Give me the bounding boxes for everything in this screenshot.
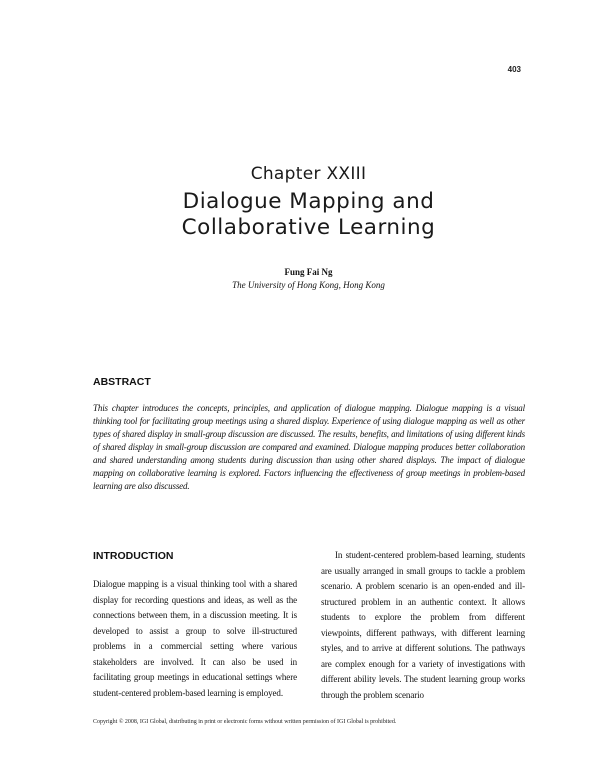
chapter-title-line-2: Collaborative Learning — [181, 215, 436, 240]
chapter-title-line-1: Dialogue Mapping and — [182, 189, 435, 214]
chapter-header — [0, 164, 600, 241]
chapter-title — [0, 189, 600, 241]
author-name: Fung Fai Ng — [284, 267, 333, 277]
copyright-notice: Copyright © 2008, IGI Global, distributing in print or electronic forms without written permission of IGI Global is prohibited. — [93, 719, 397, 725]
introduction-heading: INTRODUCTION — [93, 550, 174, 562]
author-block — [0, 266, 600, 292]
abstract-text: This chapter introduces the concepts, principles, and application of dialogue mapping. Dialogue mapping is a visual thinking tool for facilitating group meetings using a shared display. Experience of using dialogue mapping as well as other types of shared display in small-group discussion are discussed. The results, benefits, and limitations of using different kinds of shared display in small-group discussion are compared and examined. Dialogue mapping produces better collaboration and shared understanding among students during discussion than using other shared displays. The impact of dialogue mapping on collaborative learning is explored. Factors influencing the effectiveness of group meetings in problem-based learning are also discussed. — [93, 403, 525, 491]
chapter-label: Chapter XXIII — [250, 164, 367, 184]
page-number: 403 — [507, 65, 521, 74]
abstract-heading: ABSTRACT — [93, 376, 151, 388]
author-affiliation: The University of Hong Kong, Hong Kong — [232, 280, 385, 290]
introduction-right-column-paragraph: In student-centered problem-based learning, students are usually arranged in small groups to tackle a problem scenario. A problem scenario is an open-ended and ill-structured problem in an authentic context. It allows students to explore the problem from different viewpoints, different pathways, with different learning styles, and to arrive at different solutions. The pathways are complex enough for a variety of investigations with different ability levels. The student learning group works through the problem scenario — [321, 550, 525, 700]
introduction-left-column-paragraph: Dialogue mapping is a visual thinking tool with a shared display for recording questions and ideas, as well as the connections between them, in a discussion meeting. It is developed to assist a group to solve ill-structured problems in a commercial setting where various stakeholders are involved. It can also be used in facilitating group meetings in educational settings where student-centered problem-based learning is employed. — [93, 579, 297, 698]
